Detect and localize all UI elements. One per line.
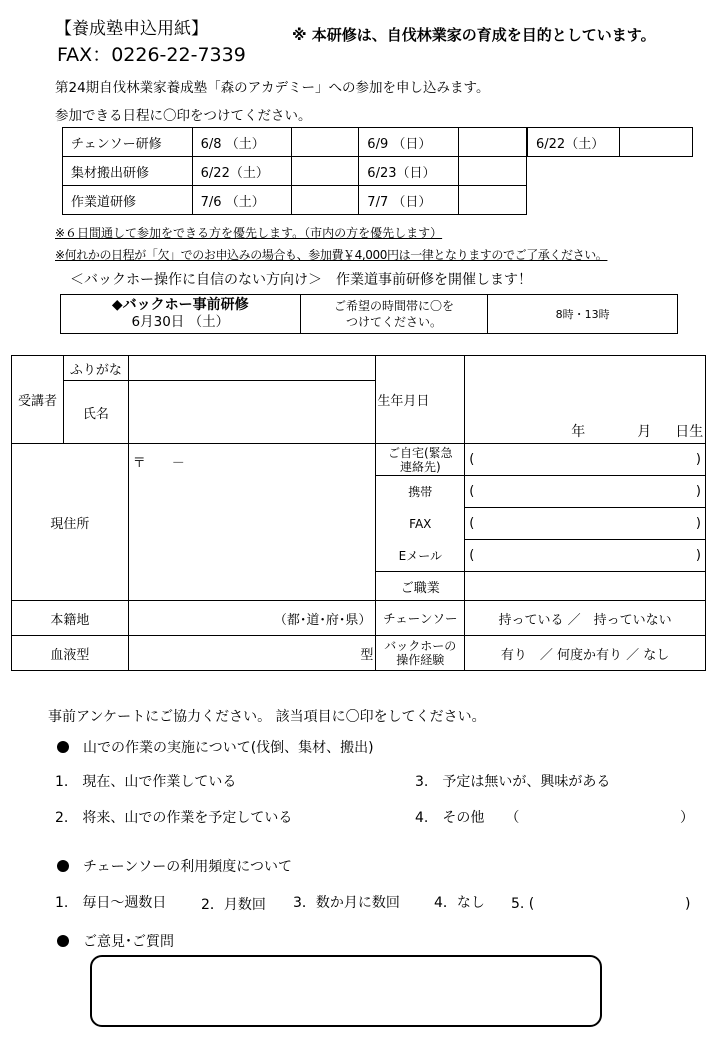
- open-paren: (: [469, 548, 475, 563]
- postal-code: 〒 －: [132, 456, 185, 471]
- close-paren: ): [695, 548, 701, 563]
- schedule-check-cell[interactable]: [292, 128, 359, 157]
- backhoe-table: [60, 294, 678, 334]
- domicile-input[interactable]: [128, 601, 376, 636]
- survey-q1-option-1[interactable]: 1. 現在、山で作業している: [55, 774, 237, 790]
- home-phone-label: [376, 444, 465, 476]
- survey-question-3-text: ご意見･ご質問: [83, 934, 174, 950]
- schedule-date: 6/8 （土）: [192, 128, 292, 157]
- mobile-label: 携帯: [376, 476, 465, 508]
- furigana-label: ふりがな: [63, 356, 128, 381]
- home-phone-label-line-1: ご自宅(緊急: [387, 445, 453, 460]
- schedule-check-cell[interactable]: [459, 128, 527, 157]
- schedule-date: 6/9 （日）: [359, 128, 459, 157]
- backhoe-experience-options[interactable]: 有り ／ 何度か有り ／ なし: [465, 636, 706, 671]
- occupation-input[interactable]: [465, 572, 706, 601]
- schedule-check-cell[interactable]: [292, 186, 359, 215]
- email-input[interactable]: [465, 540, 706, 572]
- close-paren: ): [695, 484, 701, 499]
- blood-type-label: 血液型: [12, 636, 129, 671]
- schedule-date: 6/23（日）: [359, 157, 459, 186]
- purpose-note: ※ 本研修は、自伐林業家の育成を目的としています。: [292, 26, 656, 44]
- bullet-icon: [57, 741, 69, 753]
- survey-question-2: [57, 856, 292, 876]
- backhoe-experience-label: [376, 636, 465, 671]
- close-paren: ): [695, 452, 701, 467]
- table-row: [528, 128, 693, 157]
- schedule-check-cell[interactable]: [459, 157, 527, 186]
- day-label: 日生: [675, 424, 704, 440]
- survey-q2-option-5-close: ): [685, 896, 691, 912]
- schedule-note-2: ※何れかの日程が「欠」でのお申込みの場合も、参加費￥4,000円は一律となりますのでご了承ください。: [55, 248, 608, 262]
- bullet-icon: [57, 935, 69, 947]
- table-row: [12, 356, 706, 381]
- backhoe-instruction-line-2: つけてください。: [345, 315, 442, 329]
- backhoe-title: ◆バックホー事前研修: [111, 297, 249, 313]
- table-row: [61, 295, 678, 334]
- mobile-input[interactable]: [465, 476, 706, 508]
- address-label: 現住所: [12, 444, 129, 601]
- open-paren: (: [469, 452, 475, 467]
- intro-line-1: 第24期自伐林業家養成塾「森のアカデミー」への参加を申し込みます。: [55, 80, 490, 96]
- occupation-label: ご職業: [376, 572, 465, 601]
- schedule-check-cell[interactable]: [292, 157, 359, 186]
- birthdate-label: 生年月日: [376, 356, 465, 444]
- table-row: [12, 636, 706, 671]
- intro-line-2: 参加できる日程に〇印をつけてください。: [55, 108, 312, 124]
- survey-q1-option-4-close: ）: [680, 810, 694, 826]
- schedule-date: 6/22（土）: [528, 128, 620, 157]
- survey-question-1: [57, 737, 374, 757]
- schedule-check-cell[interactable]: [619, 128, 692, 157]
- name-label: 氏名: [63, 381, 128, 444]
- backhoe-heading: ＜バックホー操作に自信のない方向け＞ 作業道事前研修を開催します！: [70, 272, 532, 288]
- month-label: 月: [637, 424, 652, 440]
- schedule-course-name: 作業道研修: [63, 186, 193, 215]
- schedule-table: [62, 127, 527, 215]
- year-label: 年: [571, 424, 586, 440]
- domicile-label: 本籍地: [12, 601, 129, 636]
- open-paren: (: [469, 484, 475, 499]
- home-phone-input[interactable]: [465, 444, 706, 476]
- survey-q2-option-5[interactable]: 5. (: [511, 896, 535, 912]
- survey-q2-option-4[interactable]: 4．なし: [434, 895, 485, 911]
- table-row: [12, 601, 706, 636]
- backhoe-experience-label-line-1: バックホーの: [384, 639, 457, 653]
- close-paren: ): [695, 516, 701, 531]
- email-label: Eメール: [376, 540, 465, 572]
- table-row: [12, 444, 706, 476]
- furigana-input[interactable]: [128, 356, 376, 381]
- fax-input[interactable]: [465, 508, 706, 540]
- schedule-extra-table: [527, 127, 693, 157]
- table-row: [63, 186, 527, 215]
- fax-label: FAX: [376, 508, 465, 540]
- survey-intro: 事前アンケートにご協力ください。 該当項目に〇印をしてください。: [48, 709, 486, 725]
- survey-q2-option-3[interactable]: 3．数か月に数回: [293, 895, 400, 911]
- backhoe-title-cell: [61, 295, 301, 334]
- form-title: 【養成塾申込用紙】: [55, 19, 208, 39]
- survey-question-3: [57, 931, 174, 951]
- survey-q1-option-4[interactable]: 4. その他 （: [415, 810, 520, 826]
- schedule-date: 7/7 （日）: [359, 186, 459, 215]
- schedule-date: 7/6 （土）: [192, 186, 292, 215]
- backhoe-experience-label-line-2: 操作経験: [396, 653, 445, 667]
- survey-question-2-text: チェーンソーの利用頻度について: [83, 859, 293, 875]
- home-phone-label-line-2: 連絡先): [399, 459, 441, 474]
- chainsaw-label: チェーンソー: [376, 601, 465, 636]
- blood-type-suffix: 型: [360, 647, 374, 663]
- application-form: [11, 355, 706, 671]
- survey-q1-option-2[interactable]: 2. 将来、山での作業を予定している: [55, 810, 293, 826]
- schedule-check-cell[interactable]: [459, 186, 527, 215]
- fax-number: FAX：0226-22-7339: [57, 44, 246, 66]
- backhoe-times[interactable]: 8時・13時: [488, 295, 678, 334]
- comments-input-box[interactable]: [90, 955, 602, 1027]
- survey-q1-option-3[interactable]: 3. 予定は無いが、興味がある: [415, 774, 611, 790]
- backhoe-date: 6月30日 （土）: [131, 314, 230, 330]
- backhoe-instruction-line-1: ご希望の時間帯に〇を: [333, 299, 454, 313]
- backhoe-instruction: [300, 295, 488, 334]
- survey-q2-option-1[interactable]: 1. 毎日～週数日: [55, 895, 167, 911]
- schedule-note-1: ※６日間通して参加をできる方を優先します。（市内の方を優先します）: [55, 226, 443, 240]
- prefecture-suffix: （都･道･府･県）: [273, 612, 372, 628]
- open-paren: (: [469, 516, 475, 531]
- schedule-course-name: チェンソー研修: [63, 128, 193, 157]
- name-input[interactable]: [128, 381, 376, 444]
- survey-question-1-text: 山での作業の実施について(伐倒、集材、搬出): [83, 740, 374, 756]
- chainsaw-options[interactable]: 持っている ／ 持っていない: [465, 601, 706, 636]
- schedule-date: 6/22（土）: [192, 157, 292, 186]
- table-row: [63, 128, 527, 157]
- blood-type-input[interactable]: [128, 636, 376, 671]
- address-input[interactable]: [128, 444, 376, 601]
- trainee-label: 受講者: [12, 356, 64, 444]
- survey-q2-option-2[interactable]: 2．月数回: [201, 897, 266, 913]
- schedule-course-name: 集材搬出研修: [63, 157, 193, 186]
- bullet-icon: [57, 860, 69, 872]
- table-row: [63, 157, 527, 186]
- birthdate-input[interactable]: [465, 356, 706, 444]
